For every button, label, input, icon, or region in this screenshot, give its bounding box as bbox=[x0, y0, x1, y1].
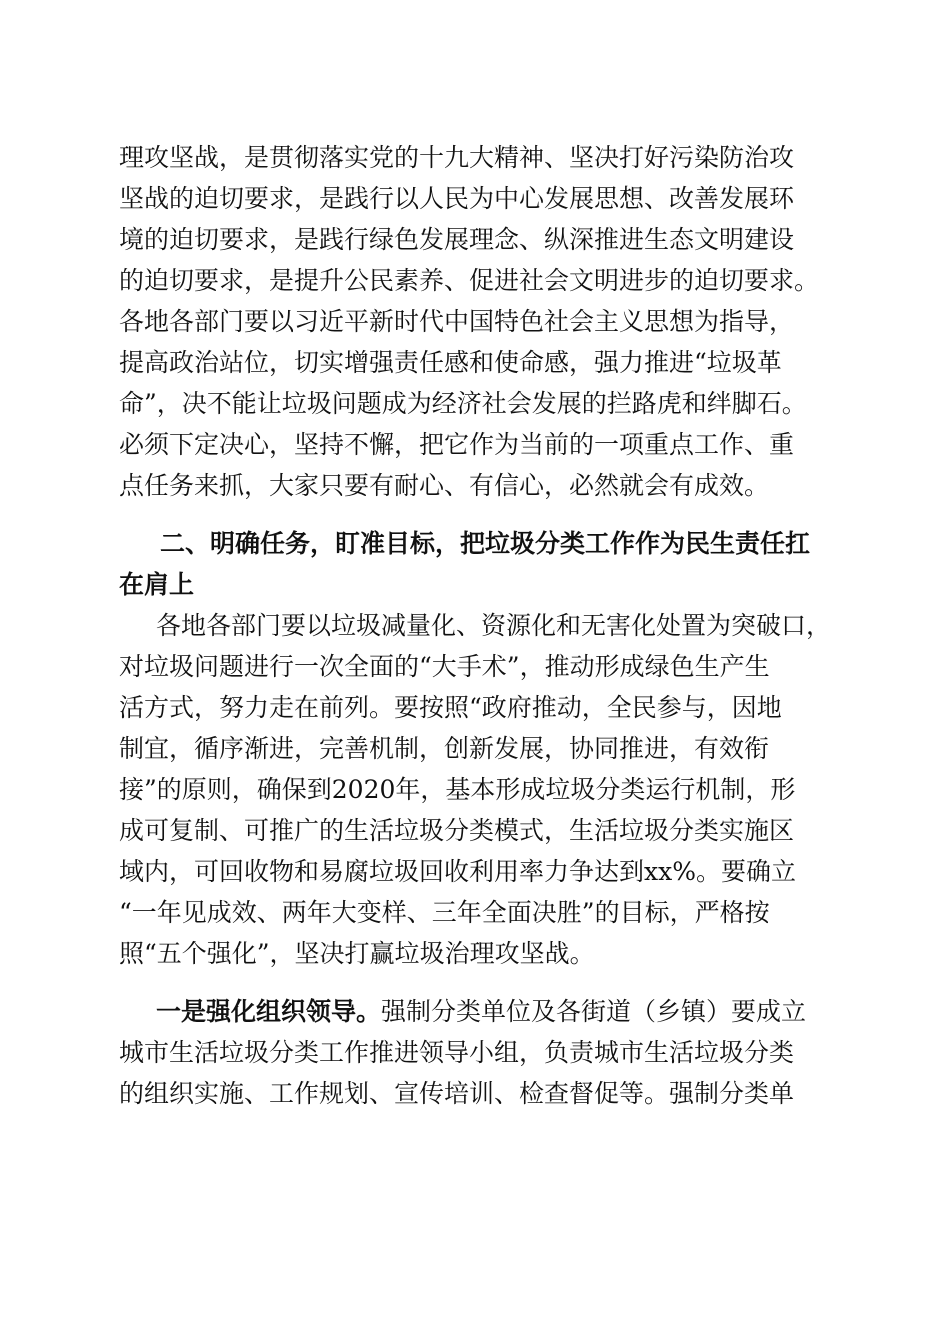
item-lead: 一是强化组织领导。 bbox=[156, 997, 382, 1026]
body-text-line: 命”，决不能让垃圾问题成为经济社会发展的拦路虎和绊脚石。 bbox=[119, 389, 807, 418]
body-text-line: 域内，可回收物和易腐垃圾回收利用率力争达到xx%。要确立 bbox=[119, 857, 796, 886]
body-text-line: 坚战的迫切要求，是践行以人民为中心发展思想、改善发展环 bbox=[119, 184, 795, 213]
body-text-line: 境的迫切要求，是践行绿色发展理念、纵深推进生态文明建设 bbox=[119, 225, 795, 254]
body-text-line: 理攻坚战，是贯彻落实党的十九大精神、坚决打好污染防治攻 bbox=[119, 143, 795, 172]
body-text-line: 提高政治站位，切实增强责任感和使命感，强力推进“垃圾革 bbox=[119, 348, 782, 377]
item-paragraph-first-line bbox=[156, 994, 872, 1030]
body-text-line: 的组织实施、工作规划、宣传培训、检查督促等。强制分类单 bbox=[119, 1079, 795, 1108]
body-text-line: 城市生活垃圾分类工作推进领导小组，负责城市生活垃圾分类 bbox=[119, 1038, 795, 1067]
section-heading: 二、明确任务，盯准目标，把垃圾分类工作作为民生责任扛 bbox=[160, 529, 811, 558]
body-text-line: 各地各部门要以习近平新时代中国特色社会主义思想为指导， bbox=[119, 307, 795, 336]
body-text-line: 各地各部门要以垃圾减量化、资源化和无害化处置为突破口， bbox=[156, 611, 832, 640]
body-text-line: 对垃圾问题进行一次全面的“大手术”，推动形成绿色生产生 bbox=[119, 652, 770, 681]
body-text-line: 接”的原则，确保到2020年，基本形成垃圾分类运行机制，形 bbox=[119, 775, 796, 804]
body-text-line: 制宜，循序渐进，完善机制，创新发展，协同推进，有效衔 bbox=[119, 734, 770, 763]
body-text-line: 成可复制、可推广的生活垃圾分类模式，生活垃圾分类实施区 bbox=[119, 816, 795, 845]
body-text-line: 的迫切要求，是提升公民素养、促进社会文明进步的迫切要求。 bbox=[119, 266, 820, 295]
section-heading-continued: 在肩上 bbox=[119, 570, 195, 599]
body-text-line: “一年见成效、两年大变样、三年全面决胜”的目标，严格按 bbox=[119, 898, 770, 927]
item-text: 强制分类单位及各街道（乡镇）要成立 bbox=[381, 997, 807, 1026]
body-text-line: 必须下定决心，坚持不懈，把它作为当前的一项重点工作、重 bbox=[119, 430, 795, 459]
body-text-line: 点任务来抓，大家只要有耐心、有信心，必然就会有成效。 bbox=[119, 471, 770, 500]
body-text-line: 照“五个强化”，坚决打赢垃圾治理攻坚战。 bbox=[119, 939, 595, 968]
body-text-line: 活方式，努力走在前列。要按照“政府推动，全民参与，因地 bbox=[119, 693, 782, 722]
